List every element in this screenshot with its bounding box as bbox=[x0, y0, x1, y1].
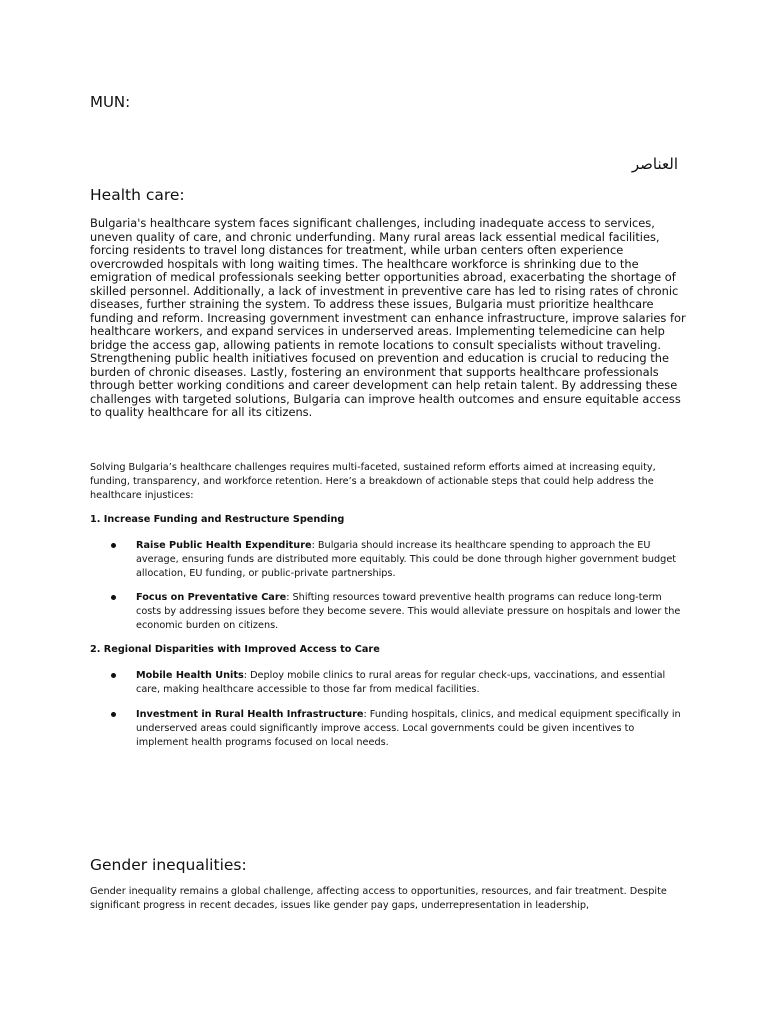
bullet-icon bbox=[111, 543, 116, 548]
list-item-term: Investment in Rural Health Infrastructure bbox=[136, 709, 364, 720]
bullet-icon bbox=[111, 712, 116, 717]
list-item-text: : Deploy mobile clinics to rural areas for regular check-ups, vaccinations, and essential care, making healthcare accessible to those far from medical facilities. bbox=[136, 670, 666, 695]
list-item bbox=[136, 539, 681, 581]
arabic-heading: العناصر bbox=[631, 155, 678, 173]
bullet-icon bbox=[111, 673, 116, 678]
healthcare-intro-paragraph: Solving Bulgaria’s healthcare challenges requires multi-faceted, sustained reform efforts aimed at increasing equity, funding, transparency, and workforce retention. Here’s a breakdown of actionable steps that could help address the healthcare injustices: bbox=[90, 462, 656, 501]
health-care-paragraph: Bulgaria's healthcare system faces significant challenges, including inadequate access to services, uneven quality of care, and chronic underfunding. Many rural areas lack essential medical facilities, forcing residents to travel long distances for treatment, while urban centers often experience overcrowded hospitals with long waiting times. The healthcare workforce is shrinking due to the emigration of medical professionals seeking better opportunities abroad, exacerbating the shortage of skilled personnel. Additionally, a lack of investment in preventive care has led to rising rates of chronic diseases, further straining the system. To address these issues, Bulgaria must prioritize healthcare funding and reform. Increasing government investment can enhance infrastructure, improve salaries for healthcare workers, and expand services in underserved areas. Implementing telemedicine can help bridge the access gap, allowing patients in remote locations to consult specialists without traveling. Strengthening public health initiatives focused on prevention and education is crucial to reducing the burden of chronic diseases. Lastly, fostering an environment that supports healthcare professionals through better working conditions and career development can help retain talent. By addressing these challenges with targeted solutions, Bulgaria can improve health outcomes and ensure equitable access to quality healthcare for all its citizens. bbox=[90, 216, 686, 419]
health-care-heading: Health care: bbox=[90, 186, 185, 204]
bullet-icon bbox=[111, 595, 116, 600]
list-item-term: Raise Public Health Expenditure bbox=[136, 540, 312, 551]
list-item bbox=[136, 708, 681, 750]
list-item-text: : Bulgaria should increase its healthcare spending to approach the EU average, ensuring funds are distributed more equitably. This could be done through higher government budget allocation, EU funding, or public-private partnerships. bbox=[136, 540, 677, 579]
list-item-term: Mobile Health Units bbox=[136, 670, 244, 681]
mun-heading: MUN: bbox=[90, 93, 131, 111]
gender-inequalities-paragraph: Gender inequality remains a global challenge, affecting access to opportunities, resources, and fair treatment. Despite significant progress in recent decades, issues like gender pay gaps, underrepresentation in leadership, bbox=[90, 886, 667, 911]
list-item-text: : Funding hospitals, clinics, and medical equipment specifically in underserved areas could significantly improve access. Local governments could be given incentives to implement health programs focused on local needs. bbox=[136, 709, 681, 748]
list-item bbox=[136, 591, 681, 633]
list-item bbox=[136, 669, 681, 697]
list-item-text: : Shifting resources toward preventive health programs can reduce long-term costs by addressing issues before they become severe. This would alleviate pressure on hospitals and lower the economic burden on citizens. bbox=[136, 592, 681, 631]
gender-inequalities-heading: Gender inequalities: bbox=[90, 856, 247, 874]
section-1-title: 1. Increase Funding and Restructure Spending bbox=[90, 514, 345, 525]
list-item-term: Focus on Preventative Care bbox=[136, 592, 287, 603]
section-2-title: 2. Regional Disparities with Improved Access to Care bbox=[90, 644, 380, 655]
